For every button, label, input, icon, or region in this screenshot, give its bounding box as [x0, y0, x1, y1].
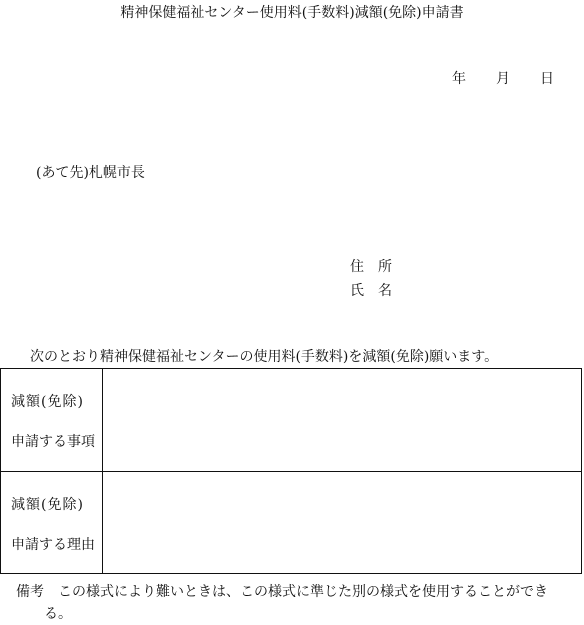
row-label-line2: 申請する理由: [11, 537, 95, 553]
note-line-2: る。: [44, 606, 72, 622]
table-row-reason: [1, 472, 581, 573]
name-label-char-1: 氏: [350, 283, 364, 299]
address-label-char-1: 住: [350, 259, 364, 275]
date-line: [452, 68, 554, 88]
reason-field[interactable]: [103, 472, 581, 573]
address-label: [350, 256, 392, 276]
name-label: [350, 280, 392, 300]
row-label: [1, 472, 103, 573]
row-label: [1, 369, 103, 471]
address-label-char-2: 所: [378, 259, 392, 275]
recipient: (あて先)札幌市長: [36, 165, 145, 181]
name-label-char-2: 名: [378, 283, 392, 299]
day-label: 日: [540, 71, 554, 87]
row-label-line2: 申請する事項: [11, 434, 95, 450]
remarks-note: [16, 581, 548, 625]
intro-text: 次のとおり精神保健福祉センターの使用料(手数料)を減額(免除)願います。: [30, 349, 499, 365]
row-label-line1: 減額(免除): [11, 394, 84, 410]
document-title: 精神保健福祉センター使用料(手数料)減額(免除)申請書: [120, 5, 464, 21]
table-row-matter: [1, 369, 581, 472]
month-label: 月: [496, 71, 510, 87]
note-line-1: 備考 この様式により難いときは、この様式に準じた別の様式を使用することができ: [16, 584, 548, 600]
matter-field[interactable]: [103, 369, 581, 471]
row-label-line1: 減額(免除): [11, 497, 84, 513]
application-table: [0, 368, 582, 574]
year-label: 年: [452, 71, 466, 87]
